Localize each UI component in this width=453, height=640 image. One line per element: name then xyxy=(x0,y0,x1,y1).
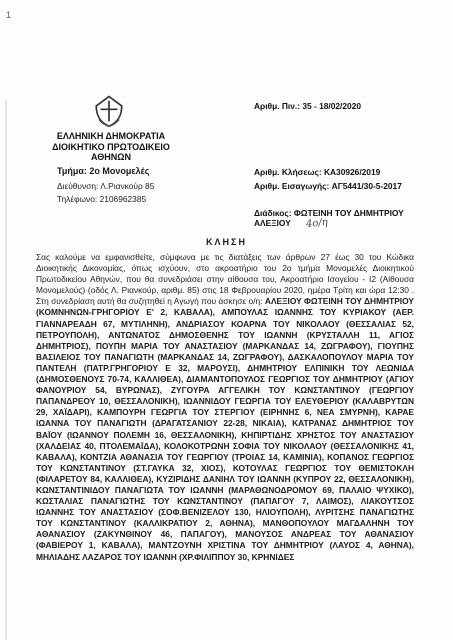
authority-line-3: ΑΘΗΝΩΝ xyxy=(91,152,131,162)
authority-line-2: ΔΙΟΙΚΗΤΙΚΟ ΠΡΩΤΟΔΙΚΕΙΟ xyxy=(52,141,170,152)
summons-intro: Σας καλούμε να εμφανισθείτε, σύμφωνα με τις διατάξεις των άρθρων 27 έως 30 του Κώδικα Διοικητικής Δικονομίας, όπως ισχύουν, στο ακροατήριο του 2ο τμήμα Μονομελές Διοικητικού Πρωτοδικείου Αθηνών, που θα συνεδριάσει στην αίθουσα του, Ακροατήριο Ισογείου - Ι2 (Αίθουσα Μονομελούς) (οδός Λ. Ριανκούρ, αριθμ. 85) στις 18 Φεβρουαρίου 2020, ημέρα Τρίτη και ώρα 12:30 . Στη συνεδρίαση αυτή θα συζητηθεί η Αγωγή που άσκησε ο/η: xyxy=(36,252,414,307)
filing-value: ΑΓ5441/30-5-2017 xyxy=(331,181,402,191)
phone-value: 2106962385 xyxy=(99,194,147,204)
authority-line-1: ΕΛΛΗΝΙΚΗ ΔΗΜΟΚΡΑΤΙΑ xyxy=(56,131,166,141)
litigant-label: Διάδικος: xyxy=(254,208,292,218)
document-heading: ΚΛΗΣΗ xyxy=(206,237,247,247)
file-number: 1 xyxy=(6,10,12,20)
scan-edge xyxy=(5,100,7,640)
department: Τμήμα: 2ο Μονομελές xyxy=(57,166,150,176)
summons-value: ΚΑ30926/2019 xyxy=(323,167,381,177)
filing-label: Αριθμ. Εισαγωγής: xyxy=(254,181,330,191)
phone-row xyxy=(57,194,146,204)
address-label: Διεύθυνση: xyxy=(57,181,99,191)
filing-row xyxy=(254,181,402,191)
litigant-name-line-2: ΑΛΕΞΙΟΥ xyxy=(254,218,291,228)
address-row xyxy=(57,181,154,191)
summons-row xyxy=(254,167,380,177)
issuing-authority xyxy=(44,131,178,163)
protocol-row xyxy=(254,101,361,111)
greek-emblem-icon xyxy=(92,94,126,128)
summons-body xyxy=(36,252,414,563)
claimants-list: ΑΛΕΞΙΟΥ ΦΩΤΕΙΝΗ ΤΟΥ ΔΗΜΗΤΡΙΟΥ (ΚΟΜΝΗΝΩΝ-ΓΡΗΓΟΡΙΟΥ Ε' 2, ΚΑΒΑΛΑ), ΑΜΠΟΥΛΑΣ ΙΩΑΝΝΗΣ ΤΟΥ ΚΥΡΙΑΚΟΥ (ΑΕΡ. ΓΙΑΝΝΑΡΕΑΔΗ 67, ΜΥΤΙΛΗΝΗ), ΑΝΔΡΙΑΣΟΥ ΚΟΑΡΝΑ ΤΟΥ ΝΙΚΟΛΑΟΥ (ΘΕΣΣΑΛΙΑΣ 52, ΠΕΤΡΟΥΠΟΛΗ), ΑΝΤΩΝΑΤΟΣ ΔΗΜΟΣΘΕΝΗΣ ΤΟΥ ΙΩΑΝΝΗ (ΚΡΥΣΤΑΛΛΗ 11, ΑΓΙΟΣ ΔΗΜΗΤΡΙΟΣ), ΠΟΥΠΗ ΜΑΡΙΑ ΤΟΥ ΑΝΑΣΤΑΣΙΟΥ (ΜΑΡΚΑΝΔΑΣ 14, ΖΩΓΡΑΦΟΥ), ΓΙΟΥΠΗΣ ΒΑΣΙΛΕΙΟΣ ΤΟΥ ΠΑΝΑΓΙΩΤΗ (ΜΑΡΚΑΝΔΑΣ 14, ΖΩΓΡΑΦΟΥ), ΔΑΣΚΑΛΟΠΟΥΛΟΥ ΜΑΡΙΑ ΤΟΥ ΠΑΝΤΕΛΗ (ΠΑΤΡ.ΓΡΗΓΟΡΙΟΥ Ε 32, ΜΑΡΟΥΣΙ), ΔΗΜΗΤΡΙΟΥ ΕΛΠΙΝΙΚΗ ΤΟΥ ΛΕΩΝΙΔΑ (ΔΗΜΟΣΘΕΝΟΥΣ 70-74, ΚΑΛΛΙΘΕΑ), ΔΙΑΜΑΝΤΟΠΟΥΛΟΣ ΓΕΩΡΓΙΟΣ ΤΟΥ ΔΗΜΗΤΡΙΟΥ (ΑΓΙΟΥ ΦΑΝΟΥΡΙΟΥ 54, ΒΥΡΩΝΑΣ), ΖΥΓΟΥΡΑ ΑΓΓΕΛΙΚΗ ΤΟΥ ΚΩΝΣΤΑΝΤΙΝΟΥ (ΓΕΩΡΓΙΟΥ ΠΑΠΑΝΔΡΕΟΥ 10, ΘΕΣΣΑΛΟΝΙΚΗ), ΙΩΑΝΝΙΔΟΥ ΓΕΩΡΓΙΑ ΤΟΥ ΕΛΕΥΘΕΡΙΟΥ (ΚΑΛΑΒΡΥΤΩΝ 29, ΧΑΪΔΑΡΙ), ΚΑΜΠΟΥΡΗ ΓΕΩΡΓΙΑ ΤΟΥ ΣΤΕΡΓΙΟΥ (ΕΙΡΗΝΗΣ 6, ΝΕΑ ΣΜΥΡΝΗ), ΚΑΡΑΕ ΙΩΑΝΝΑ ΤΟΥ ΠΑΝΑΓΙΩΤΗ (ΔΡΑΓΑΤΣΑΝΙΟΥ 22-28, ΝΙΚΑΙΑ), ΚΑΤΡΑΝΑΣ ΔΗΜΗΤΡΙΟΣ ΤΟΥ ΒΑΪΟΥ (ΙΩΑΝΝΟΥ ΠΟΛΕΜΗ 16, ΘΕΣΣΑΛΟΝΙΚΗ), ΚΗΠΙΡΤΙΔΗΣ ΧΡΗΣΤΟΣ ΤΟΥ ΑΝΑΣΤΑΣΙΟΥ (ΧΑΛΔΕΙΑΣ 40, ΠΤΟΛΕΜΑΪΔΑ), ΚΟΛΟΚΟΤΡΩΝΗ ΣΟΦΙΑ ΤΟΥ ΝΙΚΟΛΑΟΥ (ΘΕΣΣΑΛΟΝΙΚΗΣ 41, ΚΑΒΑΛΑ), ΚΟΝΤΖΙΑ ΑΘΑΝΑΣΙΑ ΤΟΥ ΓΕΩΡΓΙΟΥ (ΤΡΟΙΑΣ 14, ΚΑΜΙΝΙΑ), ΚΟΠΑΝΟΣ ΓΕΩΡΓΙΟΣ ΤΟΥ ΚΩΝΣΤΑΝΤΙΝΟΥ (ΣΤ.ΓΑΥΚΑ 32, ΧΙΟΣ), ΚΟΤΟΥΛΑΣ ΓΕΩΡΓΙΟΣ ΤΟΥ ΘΕΜΙΣΤΟΚΛΗ (ΦΙΛΑΡΕΤΟΥ 84, ΚΑΛΛΙΘΕΑ), ΚΥΖΙΡΙΔΗΣ ΔΑΝΙΗΛ ΤΟΥ ΙΩΑΝΝΗ (ΚΥΠΡΟΥ 22, ΘΕΣΣΑΛΟΝΙΚΗ), ΚΩΝΣΤΑΝΤΙΝΙΔΟΥ ΠΑΝΑΓΙΩΤΑ ΤΟΥ ΙΩΑΝΝΗ (ΜΑΡΑΘΩΝΟΔΡΟΜΟΥ 69, ΠΑΛΑΙΟ ΨΥΧΙΚΟ), ΚΩΣΤΑΛΙΑΣ ΠΑΝΑΓΙΩΤΗΣ ΤΟΥ ΚΩΝΣΤΑΝΤΙΝΟΥ (ΠΑΠΑΓΟΥ 7, ΛΑΙΜΟΣ), ΛΙΑΚΟΥΤΣΟΣ ΙΩΑΝΝΗΣ ΤΟΥ ΑΝΑΣΤΑΣΙΟΥ (ΣΟΦ.ΒΕΝΙΖΕΛΟΥ 130, ΗΛΙΟΥΠΟΛΗ), ΛΥΡΙΤΣΗΣ ΠΑΝΑΓΙΩΤΗΣ ΤΟΥ ΚΩΝΣΤΑΝΤΙΝΟΥ (ΚΑΛΛΙΚΡΑΤΙΟΥ 2, ΑΘΗΝΑ), ΜΑΝΘΟΠΟΥΛΟΥ ΜΑΓΔΑΛΗΝΗ ΤΟΥ ΑΘΑΝΑΣΙΟΥ (ΖΑΚΥΝΘΙΝΟΥ 46, ΠΑΠΑΓΟΥ), ΜΑΝΟΥΣΟΣ ΑΝΔΡΕΑΣ ΤΟΥ ΑΘΑΝΑΣΙΟΥ (ΦΑΒΙΕΡΟΥ 1, ΚΑΒΑΛΑ), ΜΑΝΤΖΟΥΝΗ ΧΡΙΣΤΙΝΑ ΤΟΥ ΔΗΜΗΤΡΙΟΥ (ΛΑΥΟΣ 4, ΑΘΗΝΑ), ΜΗΛΙΑΔΗΣ ΛΑΖΑΡΟΣ ΤΟΥ ΙΩΑΝΝΗ (ΧΡ.ΦΙΛΙΠΠΟΥ 30, ΚΡΗΝΙΔΕΣ xyxy=(36,296,415,562)
handwritten-note: 4ο/η xyxy=(305,216,329,231)
protocol-value: 35 - 18/02/2020 xyxy=(302,101,362,111)
phone-label: Τηλέφωνο: xyxy=(57,194,98,204)
litigant-name-line-1: ΦΩΤΕΙΝΗ ΤΟΥ ΔΗΜΗΤΡΙΟΥ xyxy=(293,208,404,218)
summons-label: Αριθμ. Κλήσεως: xyxy=(254,167,322,177)
protocol-label: Αριθμ. Πιν.: xyxy=(254,101,301,111)
address-value: Λ.Ριανκούρ 85 xyxy=(100,181,155,191)
litigant-row xyxy=(254,208,404,231)
